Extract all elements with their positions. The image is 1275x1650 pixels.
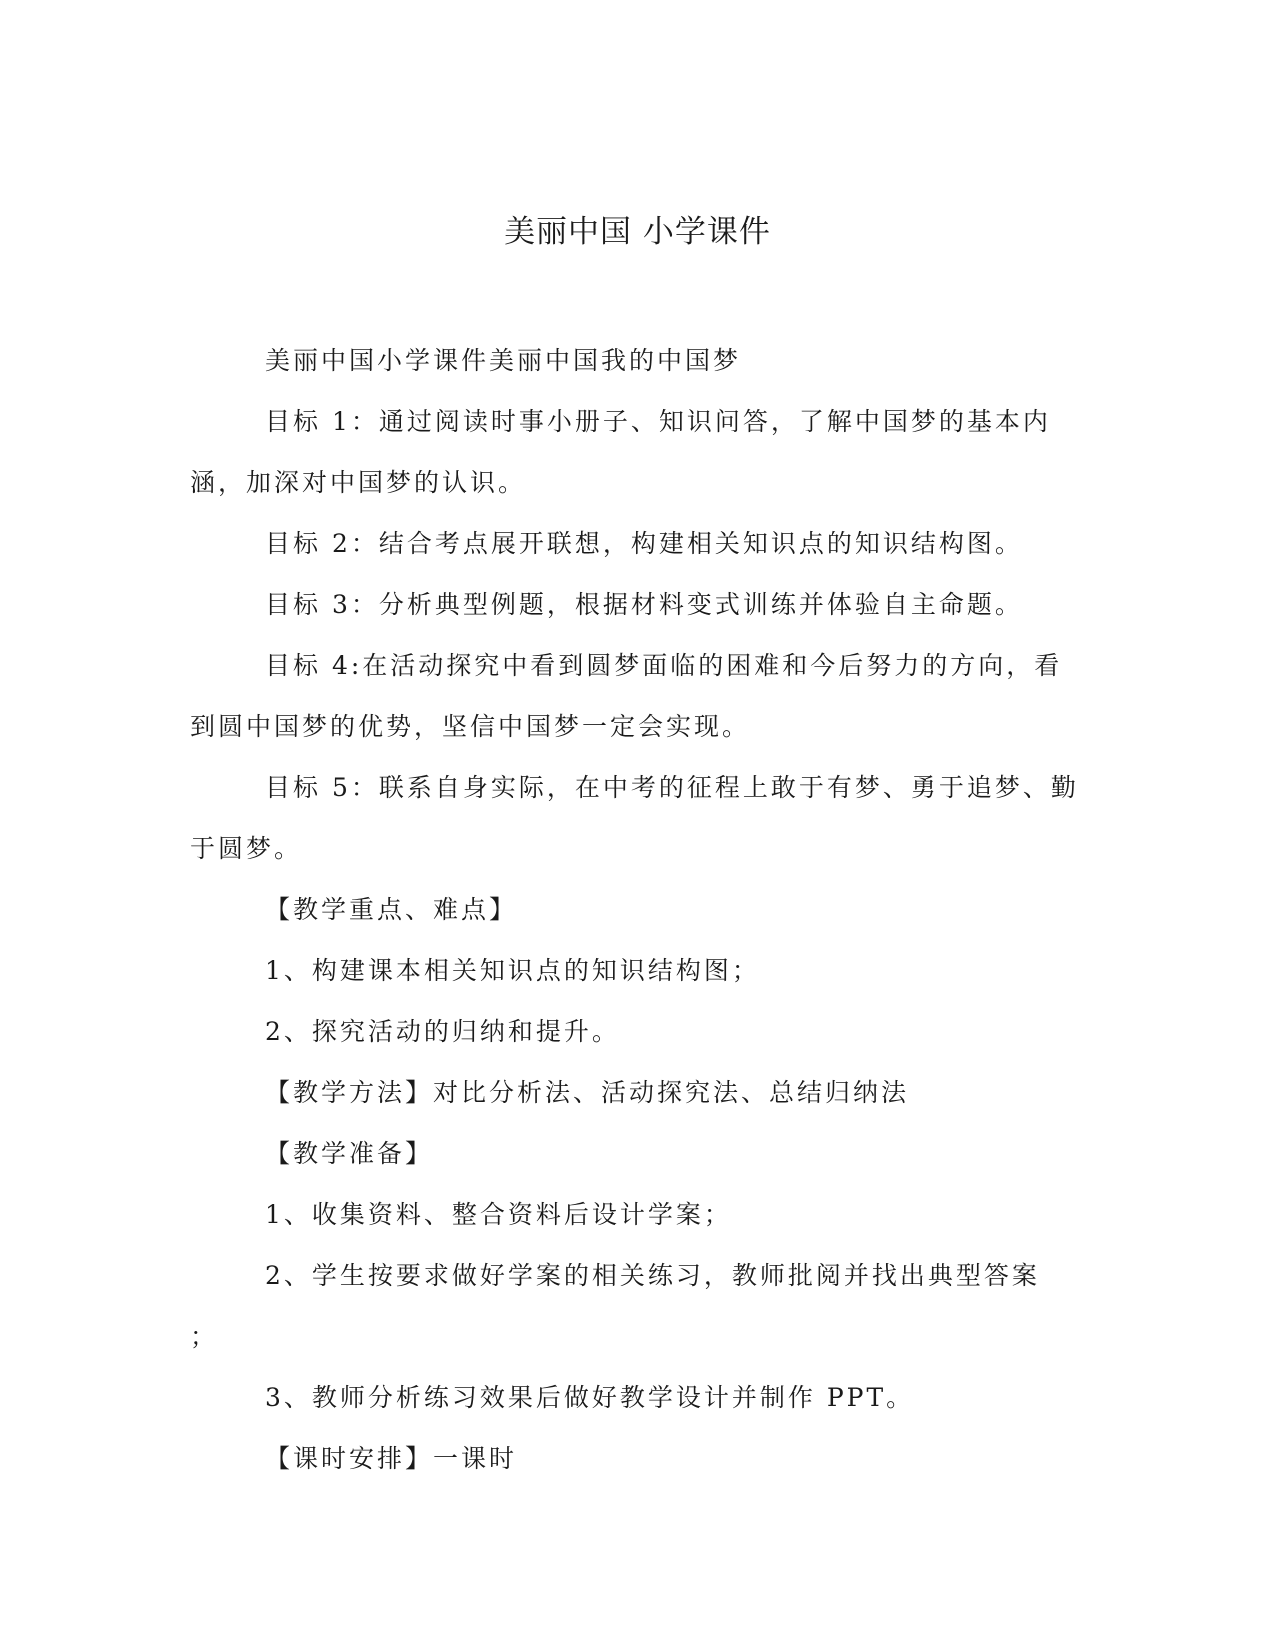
paragraph-goal-1: 目标 1：通过阅读时事小册子、知识问答，了解中国梦的基本内涵，加深对中国梦的认识。 <box>190 407 1051 497</box>
paragraph-intro: 美丽中国小学课件美丽中国我的中国梦 <box>265 346 742 375</box>
list-item-key-point-1: 1、构建课本相关知识点的知识结构图； <box>265 956 760 985</box>
list-item-preparation-3: 3、教师分析练习效果后做好教学设计并制作 PPT。 <box>265 1383 915 1412</box>
section-heading-key-points: 【教学重点、难点】 <box>265 895 518 924</box>
document-title: 美丽中国 小学课件 <box>504 214 771 250</box>
document-body <box>190 330 1080 1489</box>
list-item-key-point-2: 2、探究活动的归纳和提升。 <box>265 1017 620 1046</box>
paragraph-goal-3: 目标 3：分析典型例题，根据材料变式训练并体验自主命题。 <box>265 590 1023 619</box>
list-item-preparation-2: 2、学生按要求做好学案的相关练习，教师批阅并找出典型答案 <box>265 1261 1040 1290</box>
section-heading-preparation: 【教学准备】 <box>265 1139 434 1168</box>
paragraph-goal-5: 目标 5：联系自身实际，在中考的征程上敢于有梦、勇于追梦、勤于圆梦。 <box>190 773 1079 863</box>
paragraph-goal-4: 目标 4:在活动探究中看到圆梦面临的困难和今后努力的方向，看到圆中国梦的优势，坚信中国梦一定会实现。 <box>190 651 1063 741</box>
list-item-preparation-1: 1、收集资料、整合资料后设计学案； <box>265 1200 732 1229</box>
section-heading-schedule: 【课时安排】一课时 <box>265 1444 518 1473</box>
paragraph-goal-2: 目标 2：结合考点展开联想，构建相关知识点的知识结构图。 <box>265 529 1023 558</box>
list-item-preparation-2-tail: ； <box>190 1322 219 1351</box>
section-heading-methods: 【教学方法】对比分析法、活动探究法、总结归纳法 <box>265 1078 910 1107</box>
